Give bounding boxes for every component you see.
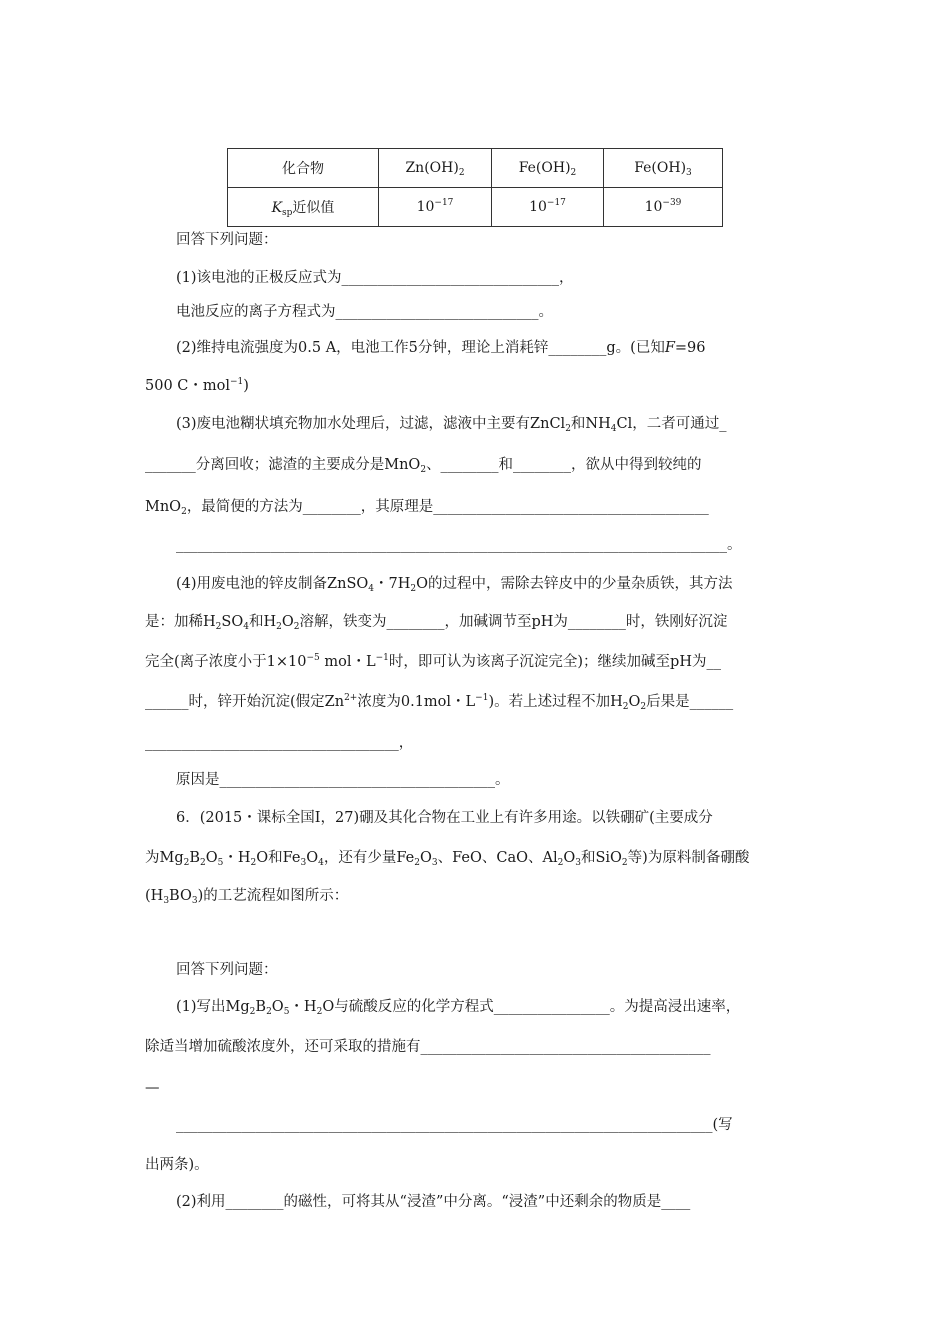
text-line: 为$Mg_2B_2O_5$・$H_2O$和$Fe_3O_4$，还有少量$Fe_2O_3$、FeO、CaO、$Al_2O_3$和SiO$_2$等)为原料制备硼酸 — [145, 850, 750, 868]
text-line: (1)该电池的正极反应式为______________________________， — [176, 270, 574, 286]
text-line: (4)用废电池的锌皮制备ZnSO$_4$・$7H_2O$的过程中，需除去锌皮中的少量杂质铁，其方法 — [176, 576, 733, 594]
text-line: 回答下列问题： — [176, 232, 278, 248]
header-fe-oh-3: $Fe(OH)_3$ — [604, 149, 723, 188]
ksp-table — [227, 148, 723, 227]
text-line: (2)维持电流强度为0.5 A，电池工作5分钟，理论上消耗锌________g。(已知F=96 — [176, 340, 706, 356]
text-line: (2)利用________的磁性，可将其从“浸渣”中分离。“浸渣”中还剩余的物质是____ — [176, 1194, 691, 1210]
text-line: (1)写出$Mg_2B_2O_5$・$H_2O$与硫酸反应的化学方程式________________。为提高浸出速率， — [176, 999, 741, 1017]
text-line: MnO$_2$，最简便的方法为________，其原理是______________________________________ — [145, 499, 709, 517]
ksp-zn-oh-2: $10^{-17}$ — [379, 188, 492, 227]
ksp-fe-oh-2: $10^{-17}$ — [492, 188, 604, 227]
text-line: 完全(离子浓度小于$1\times 10^{-5}$ mol・$L^{-1}$时，即可认为该离子沉淀完全)；继续加碱至pH为__ — [145, 653, 721, 670]
text-line: 电池反应的离子方程式为____________________________。 — [176, 304, 553, 320]
text-line: _______分离回收；滤渣的主要成分是MnO$_2$、________和________，欲从中得到较纯的 — [145, 457, 702, 475]
text-line: ____________________________________________________________________________。 — [176, 537, 742, 553]
table-ksp-row — [228, 188, 723, 227]
text-line: ______时，锌开始沉淀(假定$Zn^{2+}$浓度为0.1mol・$L^{-1}$)。若上述过程不加$H_2O_2$后果是______ — [145, 693, 734, 712]
ksp-fe-oh-3: $10^{-39}$ — [604, 188, 723, 227]
header-zn-oh-2: $Zn(OH)_2$ — [379, 149, 492, 188]
text-line: ___________________________________， — [145, 735, 414, 751]
text-line: $(H_3BO_3)$的工艺流程如图所示： — [145, 888, 349, 906]
text-line: 除适当增加硫酸浓度外，还可采取的措施有________________________________________ — [145, 1039, 711, 1055]
text-line: 500 C・mol$^{-1}$) — [145, 377, 249, 394]
text-line: 回答下列问题： — [176, 962, 278, 978]
text-line: 是：加稀$H_2SO_4$和$H_2O_2$溶解，铁变为________，加碱调节至pH为________时，铁刚好沉淀 — [145, 614, 728, 632]
text-line: — — [145, 1080, 160, 1096]
ksp-label: $K_{sp}$近似值 — [228, 188, 379, 227]
text-line: (3)废电池糊状填充物加水处理后，过滤，滤液中主要有ZnCl$_2$和$NH_4Cl$，二者可通过_ — [176, 416, 727, 434]
question-6-heading: 6．(2015・课标全国Ⅰ，27)硼及其化合物在工业上有许多用途。以铁硼矿(主要成分 — [176, 810, 713, 826]
table-header-row — [228, 149, 723, 188]
header-fe-oh-2: $Fe(OH)_2$ — [492, 149, 604, 188]
text-line: __________________________________________________________________________(写 — [176, 1117, 733, 1133]
text-line: 原因是______________________________________。 — [176, 772, 510, 788]
header-compound: 化合物 — [228, 149, 379, 188]
text-line: 出两条)。 — [145, 1157, 209, 1173]
